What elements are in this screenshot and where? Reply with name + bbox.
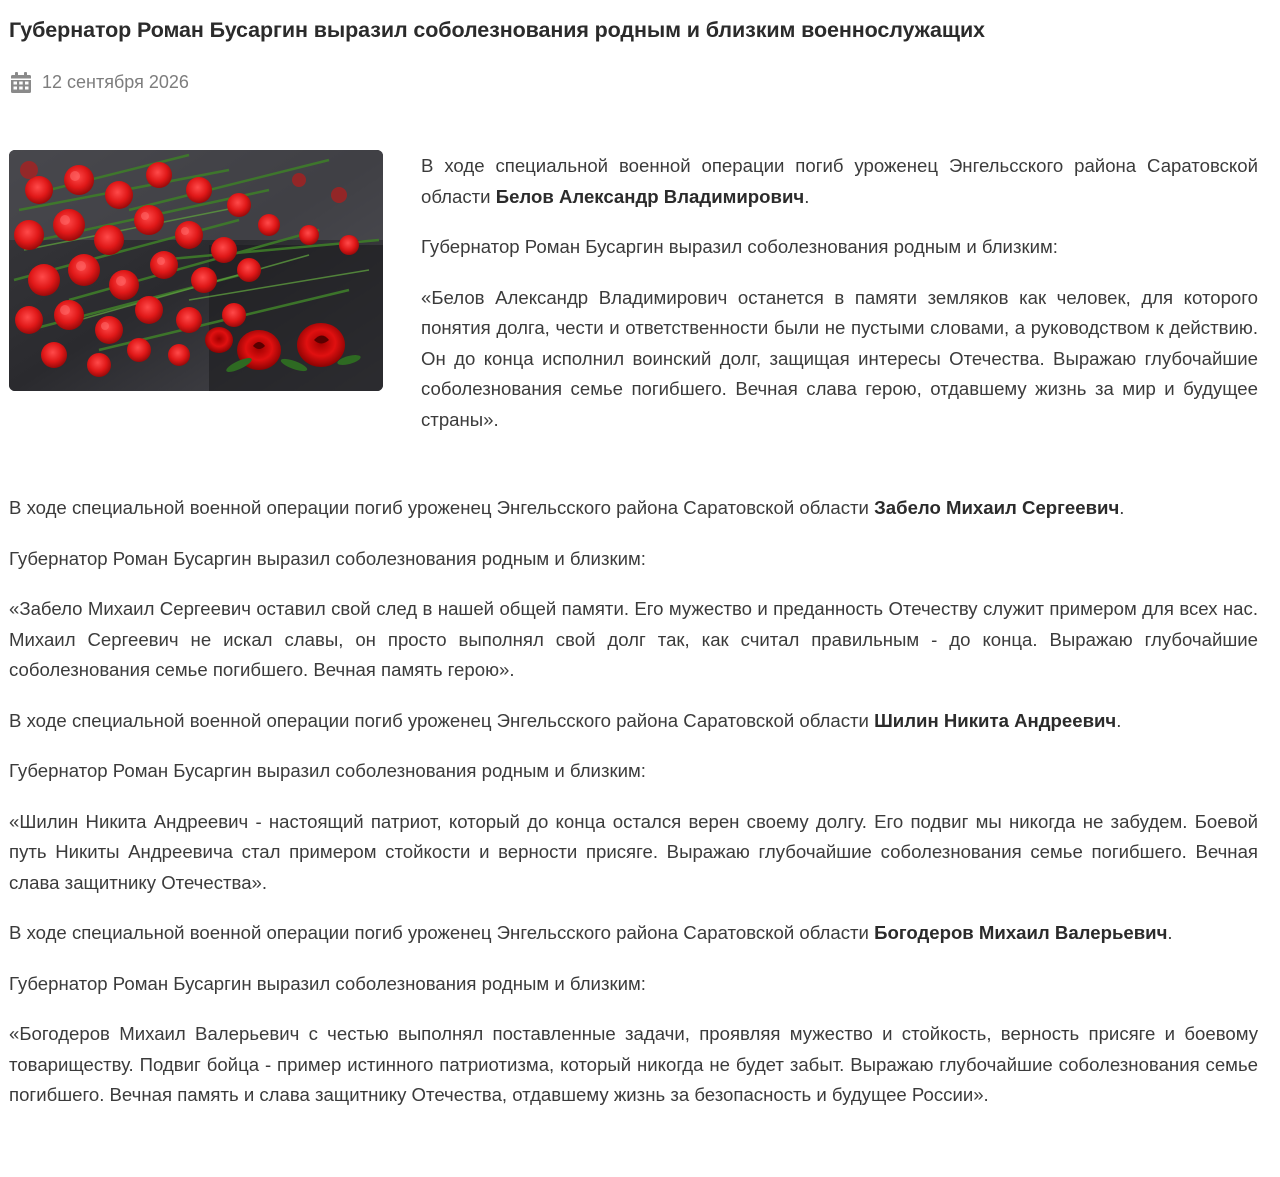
article [9, 0, 1258, 1131]
block-2-governor: Губернатор Роман Бусаргин выразил соболезнования родным и близким: [9, 760, 646, 781]
block-3-intro [9, 918, 1258, 949]
block-2-quote: «Шилин Никита Андреевич - настоящий патриот, который до конца остался верен своему долгу. Его подвиг мы никогда не забудем. Боевой путь Никиты Андреевича стал примером стойкости и верности присяге. Выражаю глубочайшие соболезнования семье погибшего. Вечная слава защитнику Отечества». [9, 810, 1258, 893]
block-1-governor: Губернатор Роман Бусаргин выразил соболезнования родным и близким: [9, 547, 646, 569]
block-1-intro-end: . [1119, 497, 1125, 518]
lead-intro-end: . [804, 185, 810, 207]
block-3-quote: «Богодеров Михаил Валерьевич с честью выполнял поставленные задачи, проявляя мужество и стойкость, верность присяге и боевому товариществу. Подвиг бойца - пример истинного патриотизма, который никогда не будет забыт. Выражаю глубочайшие соболезнования семье погибшего. Вечная память и слава защитнику Отечества, отдавшему жизнь за безопасность и будущее России». [9, 1023, 1258, 1105]
article-body [9, 493, 1258, 1111]
block-2-intro-text: В ходе специальной военной операции погиб уроженец Энгельсского района Саратовской области [9, 709, 875, 731]
block-3-governor: Губернатор Роман Бусаргин выразил соболезнования родным и близким: [9, 972, 646, 994]
flowers-photo [9, 150, 383, 391]
calendar-icon [11, 72, 31, 93]
lead-text [421, 150, 1258, 435]
block-3-intro-end: . [1167, 922, 1173, 943]
block-3-name: Богодеров Михаил Валерьевич [874, 922, 1168, 943]
block-1-intro [9, 493, 1258, 524]
lead-intro [421, 151, 1258, 212]
article-date: 12 сентября 2026 [42, 71, 189, 92]
article-lead [9, 150, 1258, 450]
block-2-intro-end: . [1116, 709, 1122, 731]
lead-quote: «Белов Александр Владимирович останется в памяти земляков как человек, для которого понятия долга, чести и ответственности были не пустыми словами, а руководством к действию. Он до конца исполнил воинский долг, защищая интересы Отечества. Выражаю глубочайшие соболезнования семье погибшего. Вечная слава герою, отдавшему жизнь за мир и будущее страны». [421, 286, 1258, 430]
lead-governor: Губернатор Роман Бусаргин выразил соболезнования родным и близким: [421, 236, 1058, 257]
block-2-name: Шилин Никита Андреевич [874, 709, 1117, 731]
block-1-intro-text: В ходе специальной военной операции погиб уроженец Энгельсского района Саратовской области [9, 497, 875, 518]
block-1-quote: «Забело Михаил Сергеевич оставил свой след в нашей общей памяти. Его мужество и преданность Отечеству служит примером для всех нас. Михаил Сергеевич не искал славы, он просто выполнял свой долг так, как считал правильным - до конца. Выражаю глубочайшие соболезнования семье погибшего. Вечная память герою». [9, 598, 1258, 680]
lead-name: Белов Александр Владимирович [495, 185, 805, 207]
article-date-row [9, 70, 1258, 94]
article-title: Губернатор Роман Бусаргин выразил соболезнования родным и близким военнослужащих [9, 18, 985, 42]
block-1-name: Забело Михаил Сергеевич [874, 497, 1120, 518]
block-2-intro [9, 706, 1258, 737]
lead-intro-text: В ходе специальной военной операции погиб уроженец Энгельсского района Саратовской области [421, 155, 1258, 207]
block-3-intro-text: В ходе специальной военной операции погиб уроженец Энгельсского района Саратовской области [9, 922, 875, 943]
